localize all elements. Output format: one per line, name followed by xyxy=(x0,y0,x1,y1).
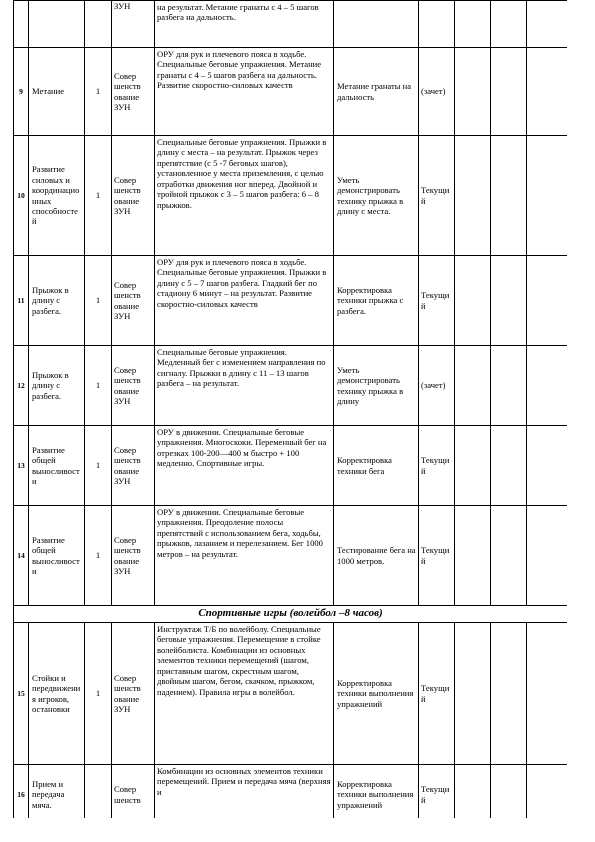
empty-cell xyxy=(455,426,491,506)
lesson-hours: 1 xyxy=(85,346,112,426)
table-row xyxy=(14,48,568,136)
lesson-content: Инструктаж Т/Б по волейболу. Специальные беговые упражнения. Перемещение в стойке волейболиста. Комбинации из основных элементов техники перемещений (шагом, приставным шагом, скрестным шагом, двойным шагом, бегом, скачком, прыжком, падением). Правила игры в волейбол. xyxy=(155,623,334,765)
lesson-hours: 1 xyxy=(85,623,112,765)
lesson-content: ОРУ в движении. Специальные беговые упражнения. Преодоление полосы препятствий с использованием бега, ходьбы, прыжков, лазанием и перелезанием. Бег 1000 метров – на результат. xyxy=(155,506,334,606)
table-row xyxy=(14,426,568,506)
empty-cell xyxy=(527,765,568,819)
empty-cell xyxy=(455,48,491,136)
lesson-topic: Развитие общей выносливости xyxy=(29,426,85,506)
lesson-number: 15 xyxy=(14,623,29,765)
empty-cell xyxy=(455,765,491,819)
lesson-control: Текущий xyxy=(419,256,455,346)
lesson-content: ОРУ в движении. Специальные беговые упражнения. Многоскоки. Переменный бег на отрезках 100-200—400 м быстро + 100 медленно. Спортивные игры. xyxy=(155,426,334,506)
table-row xyxy=(14,623,568,765)
empty-cell xyxy=(455,346,491,426)
lesson-hours: 1 xyxy=(85,48,112,136)
lesson-hours: 1 xyxy=(85,426,112,506)
lesson-type: Совер шенств ование ЗУН xyxy=(112,623,155,765)
lesson-control: Текущий xyxy=(419,426,455,506)
table-row xyxy=(14,765,568,819)
lesson-number: 9 xyxy=(14,48,29,136)
table-row xyxy=(14,136,568,256)
lesson-content: ОРУ для рук и плечевого пояса в ходьбе. Специальные беговые упражнения. Прыжки в длину с 5 – 7 шагов разбега. Гладкий бег по стадиону 6 минут – на результат. Развитие скоростно-силовых качеств xyxy=(155,256,334,346)
table-row xyxy=(14,346,568,426)
lesson-skill: Корректировка техники выполнения упражнений xyxy=(334,765,419,819)
empty-cell xyxy=(491,346,527,426)
empty-cell xyxy=(491,136,527,256)
empty-cell xyxy=(491,256,527,346)
lesson-number: 14 xyxy=(14,506,29,606)
lesson-topic: Развитие силовых и координационных способностей xyxy=(29,136,85,256)
lesson-topic: Развитие общей выносливости xyxy=(29,506,85,606)
lesson-control: (зачет) xyxy=(419,346,455,426)
lesson-topic: Стойки и передвижения игроков, остановки xyxy=(29,623,85,765)
lesson-hours: 1 xyxy=(85,506,112,606)
empty-cell xyxy=(455,136,491,256)
lesson-hours xyxy=(85,765,112,819)
empty-cell xyxy=(455,256,491,346)
table-row xyxy=(14,256,568,346)
empty-cell xyxy=(527,136,568,256)
lesson-skill: Уметь демонстрировать технику прыжка в длину с места. xyxy=(334,136,419,256)
lesson-content: Специальные беговые упражнения. Прыжки в длину с места – на результат. Прыжок через препятствие (с 5 -7 беговых шагов), установленное у места приземления, с целью отработки движения ног вперед. Двойной и тройной прыжок с 3 – 5 шагов разбега: 6 – 8 прыжков. xyxy=(155,136,334,256)
lesson-topic: Прыжок в длину с разбега. xyxy=(29,346,85,426)
lesson-type: Совер шенств ование ЗУН xyxy=(112,256,155,346)
lesson-control: Текущий xyxy=(419,136,455,256)
lesson-plan-table xyxy=(13,0,567,818)
table-row xyxy=(14,506,568,606)
empty-cell xyxy=(491,48,527,136)
lesson-topic: Прием и передача мяча. xyxy=(29,765,85,819)
empty-cell xyxy=(491,765,527,819)
lesson-hours: 1 xyxy=(85,256,112,346)
empty-cell xyxy=(491,506,527,606)
lesson-type: Совер шенств ование ЗУН xyxy=(112,48,155,136)
lesson-type: Совер шенств ование ЗУН xyxy=(112,346,155,426)
lesson-control: (зачет) xyxy=(419,48,455,136)
lesson-type: Совер шенств xyxy=(112,765,155,819)
empty-cell xyxy=(527,623,568,765)
empty-cell xyxy=(527,346,568,426)
empty-cell xyxy=(491,426,527,506)
lesson-content: на результат. Метание гранаты с 4 – 5 шагов разбега на дальность. xyxy=(155,1,334,48)
lesson-type: Совер шенств ование ЗУН xyxy=(112,136,155,256)
lesson-control: Текущий xyxy=(419,765,455,819)
lesson-number: 16 xyxy=(14,765,29,819)
lesson-control: Текущий xyxy=(419,506,455,606)
section-heading: Спортивные игры (волейбол –8 часов) xyxy=(14,606,568,623)
empty-cell xyxy=(527,426,568,506)
lesson-number: 13 xyxy=(14,426,29,506)
empty-cell xyxy=(527,256,568,346)
lesson-skill: Корректировка техники прыжка с разбега. xyxy=(334,256,419,346)
section-heading-row xyxy=(14,606,568,623)
document-page xyxy=(13,0,567,818)
empty-cell xyxy=(527,506,568,606)
lesson-skill: Корректировка техники бега xyxy=(334,426,419,506)
lesson-content: Специальные беговые упражнения. Медленный бег с изменением направления по сигналу. Прыжки в длину с 11 – 13 шагов разбега – на результат. xyxy=(155,346,334,426)
lesson-skill: Уметь демонстрировать технику прыжка в длину xyxy=(334,346,419,426)
lesson-hours: 1 xyxy=(85,136,112,256)
lesson-number: 11 xyxy=(14,256,29,346)
lesson-type: ЗУН xyxy=(112,1,155,48)
empty-cell xyxy=(491,623,527,765)
lesson-control: Текущий xyxy=(419,623,455,765)
lesson-skill: Метание гранаты на дальность xyxy=(334,48,419,136)
lesson-topic: Метание xyxy=(29,48,85,136)
empty-cell xyxy=(455,506,491,606)
lesson-content: ОРУ для рук и плечевого пояса в ходьбе. Специальные беговые упражнения. Метание гранаты с 4 – 5 шагов разбега на дальность. Развитие скоростно-силовых качеств xyxy=(155,48,334,136)
table-row xyxy=(14,1,568,48)
lesson-number: 10 xyxy=(14,136,29,256)
empty-cell xyxy=(527,48,568,136)
lesson-skill: Тестирование бега на 1000 метров. xyxy=(334,506,419,606)
lesson-type: Совер шенств ование ЗУН xyxy=(112,426,155,506)
empty-cell xyxy=(455,623,491,765)
lesson-topic: Прыжок в длину с разбега. xyxy=(29,256,85,346)
lesson-type: Совер шенств ование ЗУН xyxy=(112,506,155,606)
lesson-skill: Корректировка техники выполнения упражнений xyxy=(334,623,419,765)
lesson-number: 12 xyxy=(14,346,29,426)
lesson-content: Комбинации из основных элементов техники перемещений. Прием и передача мяча (верхняя и xyxy=(155,765,334,819)
